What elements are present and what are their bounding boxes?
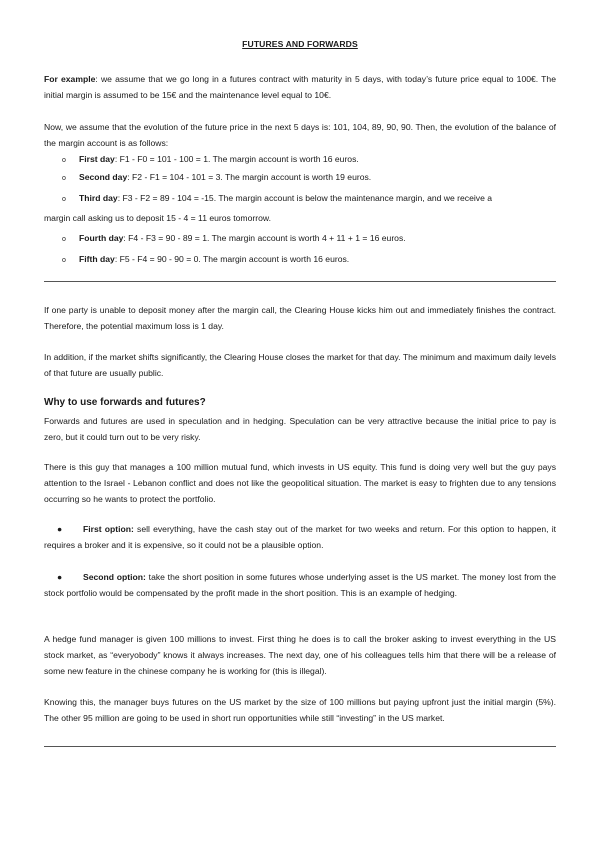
list-item-second-option [44, 569, 556, 601]
option-label: Second option: [83, 572, 146, 582]
mutual-fund-paragraph: There is this guy that manages a 100 million mutual fund, which invests in US equity. This fund is doing very well but the guy pays attention to the Israel - Lebanon conflict and does not like the geopolitical situation. The market is easy to frighten due to any tensions occurring so he wants to protect the portfolio. [44, 462, 556, 505]
list-item-first-day [62, 151, 556, 169]
example-label: For example [44, 74, 96, 84]
day-label: Second day [79, 172, 128, 182]
why-paragraph: Forwards and futures are used in speculation and in hedging. Speculation can be very attractive because the initial price to pay is zero, but it could turn out to be very risky. [44, 416, 556, 443]
day-label: Third day [79, 193, 118, 203]
bullet-icon: ● [57, 572, 63, 582]
page-title: FUTURES AND FORWARDS [242, 39, 358, 49]
circle-bullet-icon: o [62, 175, 66, 182]
list-item-fourth-day [62, 230, 556, 248]
circle-bullet-icon: o [62, 196, 66, 203]
day-text: : F1 - F0 = 101 - 100 = 1. The margin account is worth 16 euros. [114, 154, 359, 164]
knowing-paragraph: Knowing this, the manager buys futures on the US market by the size of 100 millions but paying upfront just the initial margin (5%). The other 95 million are going to be used in short run opportunities while still “investing” in the US market. [44, 697, 556, 724]
option-text: take the short position in some futures whose underlying asset is the US market. The money lost from the stock portfolio would be compensated by the profit made in the short position. This is an example of hedging. [44, 572, 556, 599]
clearing-house-paragraph-2: In addition, if the market shifts significantly, the Clearing House closes the market for that day. The minimum and maximum daily levels of that future are usually public. [44, 352, 556, 379]
third-day-continuation: margin call asking us to deposit 15 - 4 = 11 euros tomorrow. [44, 213, 271, 223]
day-label: Fifth day [79, 254, 115, 264]
day-label: First day [79, 154, 115, 164]
example-paragraph [44, 71, 556, 103]
hedge-fund-paragraph: A hedge fund manager is given 100 millions to invest. First thing he does is to call the broker asking to invest everything in the US stock market, as “everyobody” knows it always increases. The next day, one of his colleagues tells him that there will be a release of some new feature in the chinese company he is working for (this is illegal). [44, 634, 556, 677]
day-text: : F5 - F4 = 90 - 90 = 0. The margin account is worth 16 euros. [114, 254, 350, 264]
day-text: : F3 - F2 = 89 - 104 = -15. The margin account is below the maintenance margin, and we receive a [117, 193, 493, 203]
list-item-third-day [62, 190, 556, 208]
divider [44, 746, 556, 747]
bullet-icon: ● [57, 524, 63, 534]
evolution-intro: Now, we assume that the evolution of the future price in the next 5 days is: 101, 104, 89, 90, 90. Then, the evolution of the balance of the margin account is as follows: [44, 122, 556, 149]
circle-bullet-icon: o [62, 257, 66, 264]
divider [44, 281, 556, 282]
list-item-first-option [44, 521, 556, 553]
example-text: : we assume that we go long in a futures contract with maturity in 5 days, with today’s future price equal to 100€. The initial margin is assumed to be 15€ and the maintenance level equal to 10€. [44, 74, 556, 101]
circle-bullet-icon: o [62, 236, 66, 243]
option-label: First option: [83, 524, 134, 534]
day-text: : F4 - F3 = 90 - 89 = 1. The margin account is worth 4 + 11 + 1 = 16 euros. [123, 233, 406, 243]
list-item-second-day [62, 169, 556, 187]
day-label: Fourth day [79, 233, 124, 243]
option-text: sell everything, have the cash stay out of the market for two weeks and return. For this option to happen, it requires a broker and it is expensive, so it could not be a plausible option. [44, 524, 556, 551]
section-heading: Why to use forwards and futures? [44, 397, 206, 408]
list-item-fifth-day [62, 251, 556, 269]
clearing-house-paragraph-1: If one party is unable to deposit money after the margin call, the Clearing House kicks him out and immediately finishes the contract. Therefore, the potential maximum loss is 1 day. [44, 305, 556, 332]
day-text: : F2 - F1 = 104 - 101 = 3. The margin account is worth 19 euros. [127, 172, 372, 182]
circle-bullet-icon: o [62, 157, 66, 164]
